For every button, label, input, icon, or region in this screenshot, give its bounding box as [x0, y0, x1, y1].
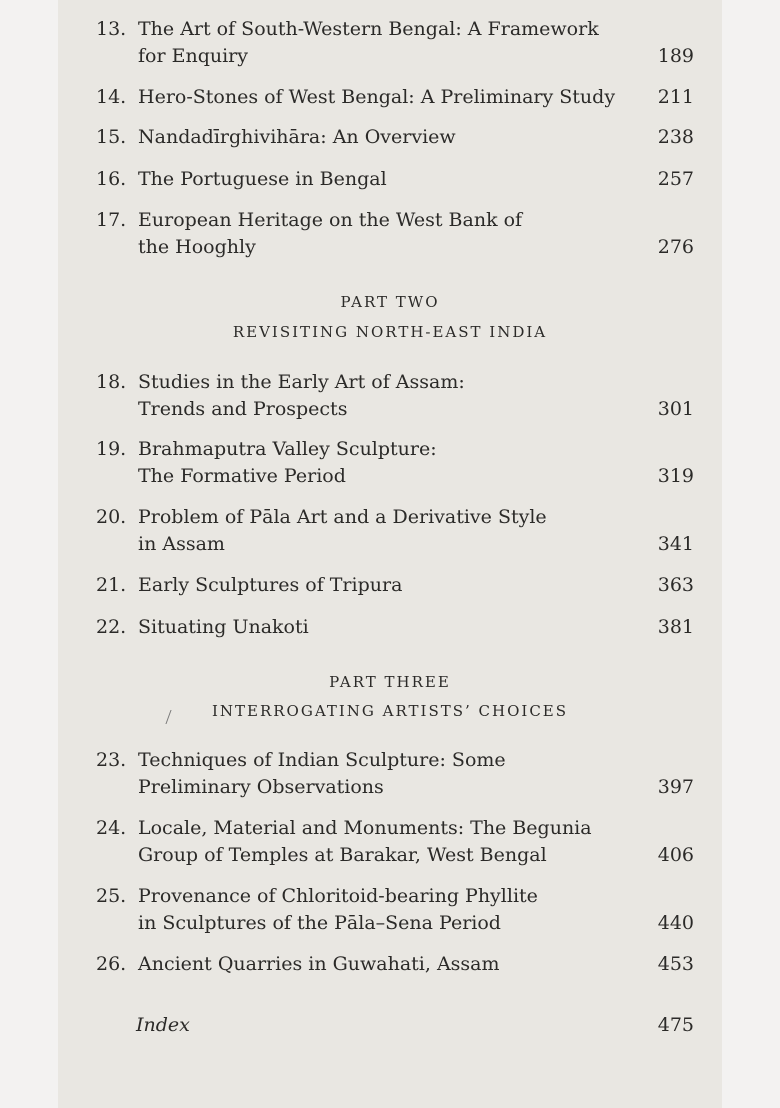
toc-entry-24[interactable] — [96, 815, 694, 869]
part-two-title: REVISITING NORTH-EAST INDIA — [232, 323, 548, 341]
entry-page: 406 — [657, 844, 694, 866]
entry-number: 26. — [96, 953, 127, 975]
part-two-label: PART TWO — [340, 293, 440, 311]
entry-page: 341 — [657, 533, 694, 555]
entry-title: Studies in the Early Art of Assam: Trends and Prospects — [138, 371, 465, 420]
page-margin-right — [722, 0, 780, 1108]
entry-title: Situating Unakoti — [138, 616, 309, 638]
entry-title: Early Sculptures of Tripura — [138, 574, 403, 596]
entry-page: 257 — [657, 168, 694, 190]
entry-page: 211 — [657, 86, 694, 108]
entry-title: The Art of South-Western Bengal: A Framework for Enquiry — [138, 18, 599, 67]
toc-entry-17[interactable] — [96, 207, 694, 261]
index-link[interactable]: Index — [136, 1014, 190, 1036]
entry-title: The Portuguese in Bengal — [138, 168, 387, 190]
toc-entry-13[interactable] — [96, 16, 694, 70]
entry-page: 238 — [657, 126, 694, 148]
part-three-title: INTERROGATING ARTISTS’ CHOICES — [211, 702, 569, 720]
entry-page: 440 — [657, 912, 694, 934]
toc-entry-18[interactable] — [96, 369, 694, 423]
entry-number: 25. — [96, 885, 127, 907]
entry-title: Hero-Stones of West Bengal: A Preliminary Study — [138, 86, 616, 108]
entry-number: 17. — [96, 209, 127, 231]
toc-entry-25[interactable] — [96, 883, 694, 937]
entry-page: 453 — [657, 953, 694, 975]
entry-number: 15. — [96, 126, 127, 148]
part-three-label: PART THREE — [329, 673, 451, 691]
entry-number: 13. — [96, 18, 127, 40]
index-page: 475 — [657, 1014, 694, 1036]
entry-number: 23. — [96, 749, 127, 771]
entry-title: Locale, Material and Monuments: The Begunia Group of Temples at Barakar, West Bengal — [138, 817, 592, 866]
entry-page: 319 — [657, 465, 694, 487]
page-margin-left — [0, 0, 58, 1108]
entry-title: Brahmaputra Valley Sculpture: The Formative Period — [138, 438, 437, 487]
entry-number: 19. — [96, 438, 127, 460]
entry-page: 381 — [657, 616, 694, 638]
toc-entry-20[interactable] — [96, 504, 694, 558]
entry-title: Ancient Quarries in Guwahati, Assam — [138, 953, 500, 975]
entry-page: 301 — [657, 398, 694, 420]
entry-page: 276 — [657, 236, 694, 258]
toc-entry-23[interactable] — [96, 747, 694, 801]
entry-title: Provenance of Chloritoid-bearing Phyllite in Sculptures of the Pāla–Sena Period — [138, 885, 538, 934]
entry-page: 363 — [657, 574, 694, 596]
entry-number: 18. — [96, 371, 127, 393]
entry-title: Problem of Pāla Art and a Derivative Style in Assam — [138, 506, 547, 555]
entry-number: 24. — [96, 817, 127, 839]
entry-number: 21. — [96, 574, 127, 596]
entry-title: European Heritage on the West Bank of the Hooghly — [138, 209, 523, 258]
entry-number: 20. — [96, 506, 127, 528]
entry-title: Nandadīrghivihāra: An Overview — [138, 126, 456, 148]
entry-page: 189 — [657, 45, 694, 67]
entry-title: Techniques of Indian Sculpture: Some Preliminary Observations — [138, 749, 506, 798]
toc-entry-19[interactable] — [96, 436, 694, 490]
entry-number: 16. — [96, 168, 127, 190]
entry-page: 397 — [657, 776, 694, 798]
entry-number: 14. — [96, 86, 127, 108]
entry-number: 22. — [96, 616, 127, 638]
